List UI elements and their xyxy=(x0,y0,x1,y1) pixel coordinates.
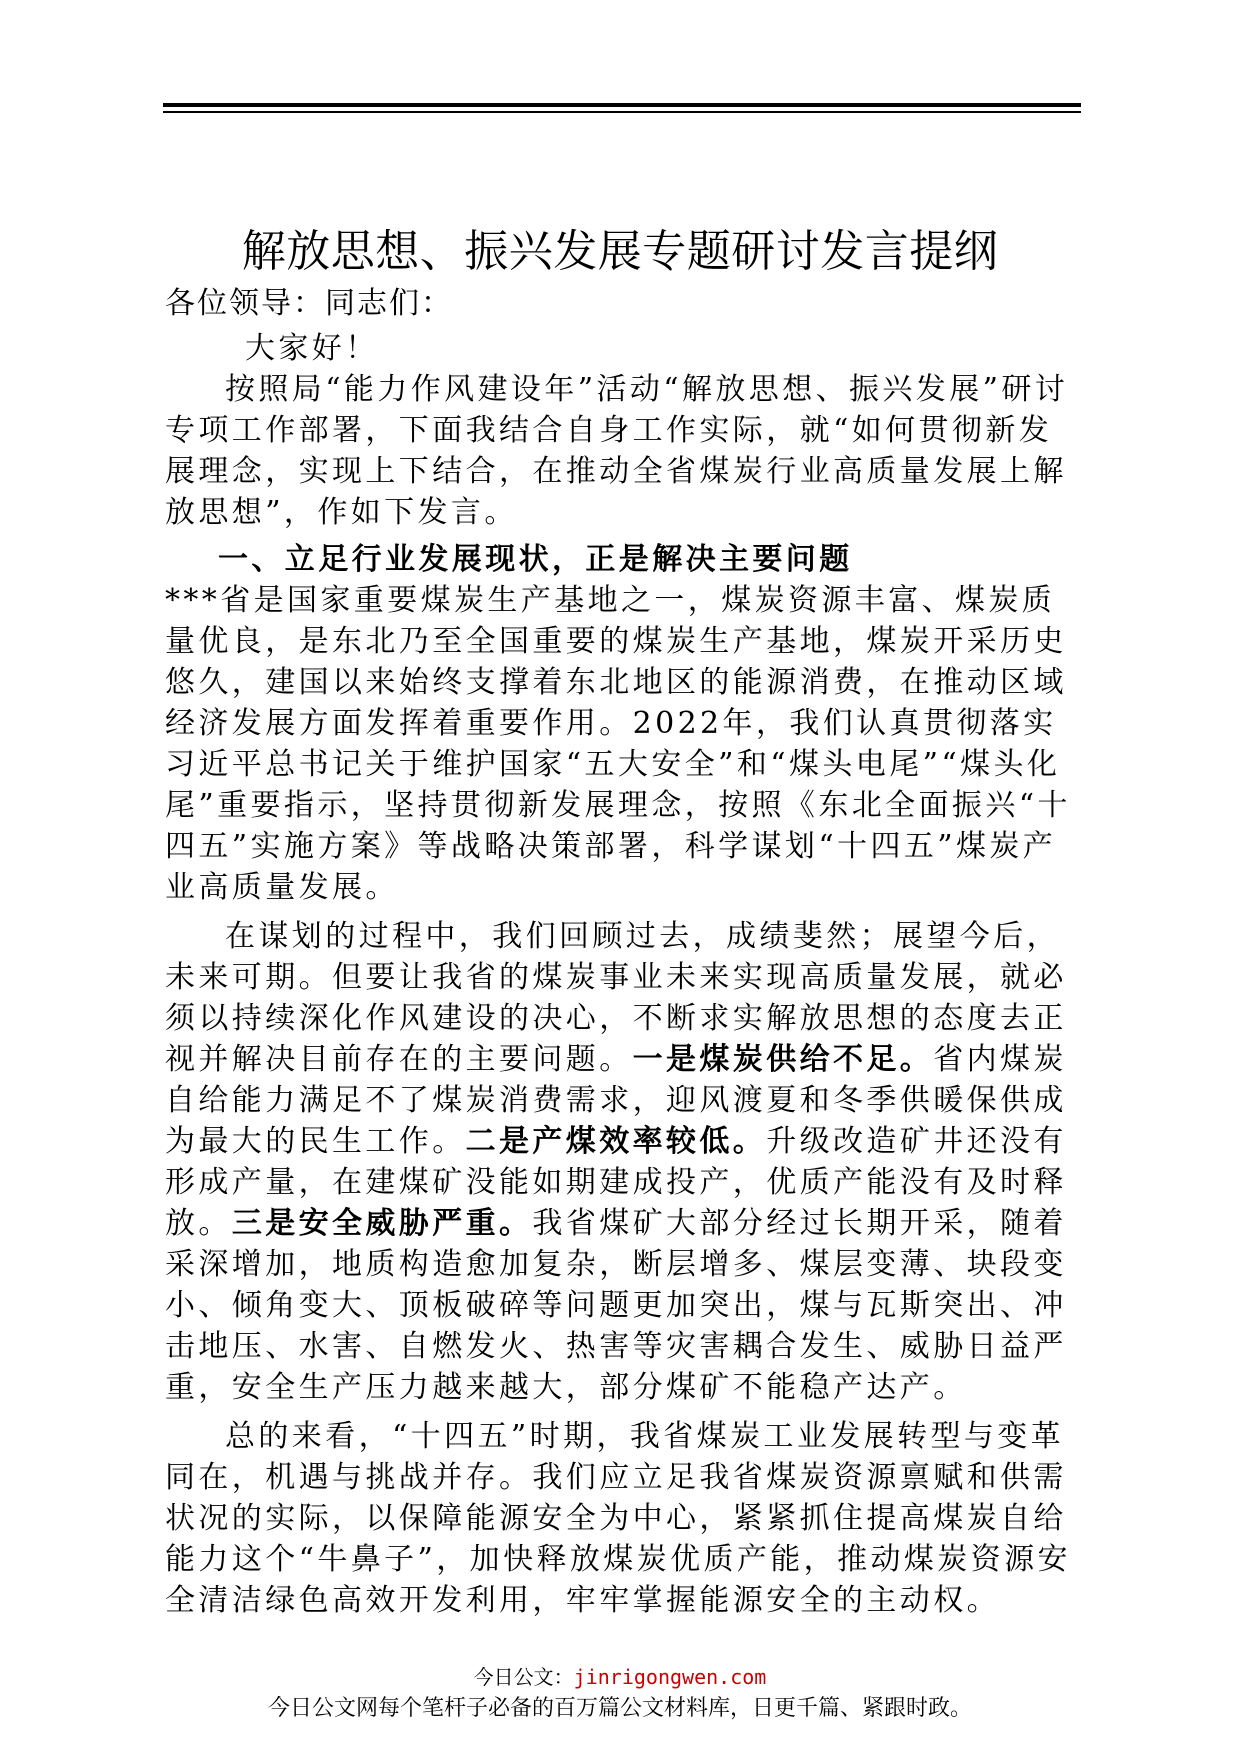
section-heading-1: 一、立足行业发展现状，正是解决主要问题 xyxy=(218,542,853,577)
salutation: 各位领导：同志们： xyxy=(165,286,453,321)
greeting: 大家好！ xyxy=(245,331,379,366)
document-title: 解放思想、振兴发展专题研讨发言提纲 xyxy=(241,226,999,277)
issue-3-text: 我省煤矿大部分经过长期开采，随着采深增加，地质构造愈加复杂，断层增多、煤层变薄、块段变小、倾角变大、顶板破碎等问题更加突出，煤与瓦斯突出、冲击地压、水害、自燃发火、热害等灾害耦合发生、威胁日益严重，安全生产压力越来越大，部分煤矿不能稳产达产。 xyxy=(165,1206,1067,1405)
header-rule-thin xyxy=(163,111,1081,113)
issue-1-title: 一是煤炭供给不足。 xyxy=(632,1042,934,1077)
document-body xyxy=(165,283,1080,1621)
paragraph-3: 总的来看，“十四五”时期，我省煤炭工业发展转型与变革同在，机遇与挑战并存。我们应立足我省煤炭资源禀赋和供需状况的实际，以保障能源安全为中心，紧紧抓住提高煤炭自给能力这个“牛鼻子”，加快释放煤炭优质产能，推动煤炭资源安全清洁绿色高效开发利用，牢牢掌握能源安全的主动权。 xyxy=(165,1419,1071,1618)
issue-2-text: 升级改造矿井还没有形成产量，在建煤矿没能如期建成投产，优质产能没有及时释放。 xyxy=(165,1124,1067,1241)
header-rule-thick xyxy=(163,103,1081,107)
paragraph-2 xyxy=(165,916,1080,1408)
issue-2-title: 二是产煤效率较低。 xyxy=(465,1124,767,1159)
footer-site-label: 今日公文： xyxy=(473,1665,574,1689)
footer-site xyxy=(0,1663,1240,1691)
intro-paragraph: 按照局“能力作风建设年”活动“解放思想、振兴发展”研讨专项工作部署，下面我结合自身工作实际，就“如何贯彻新发展理念，实现上下结合，在推动全省煤炭行业高质量发展上解放思想”，作如下发言。 xyxy=(165,372,1069,530)
issue-1-text: 省内煤炭自给能力满足不了煤炭消费需求，迎风渡夏和冬季供暖保供成为最大的民生工作。 xyxy=(165,1042,1067,1159)
paragraph-1: ***省是国家重要煤炭生产基地之一，煤炭资源丰富、煤炭质量优良，是东北乃至全国重要的煤炭生产基地，煤炭开采历史悠久，建国以来始终支撑着东北地区的能源消费，在推动区域经济发展方面发挥着重要作用。2022年，我们认真贯彻落实习近平总书记关于维护国家“五大安全”和“煤头电尾”“煤头化尾”重要指示，坚持贯彻新发展理念，按照《东北全面振兴“十四五”实施方案》等战略决策部署，科学谋划“十四五”煤炭产业高质量发展。 xyxy=(165,583,1071,905)
footer-slogan: 今日公文网每个笔杆子必备的百万篇公文材料库，日更千篇、紧跟时政。 xyxy=(267,1696,972,1721)
paragraph-2-intro: 在谋划的过程中，我们回顾过去，成绩斐然；展望今后，未来可期。但要让我省的煤炭事业未来实现高质量发展，就必须以持续深化作风建设的决心，不断求实解放思想的态度去正视并解决目前存在的主要问题。 xyxy=(165,919,1067,1077)
issue-3-title: 三是安全威胁严重。 xyxy=(231,1206,533,1241)
footer-site-url[interactable]: jinrigongwen.com xyxy=(573,1665,767,1689)
